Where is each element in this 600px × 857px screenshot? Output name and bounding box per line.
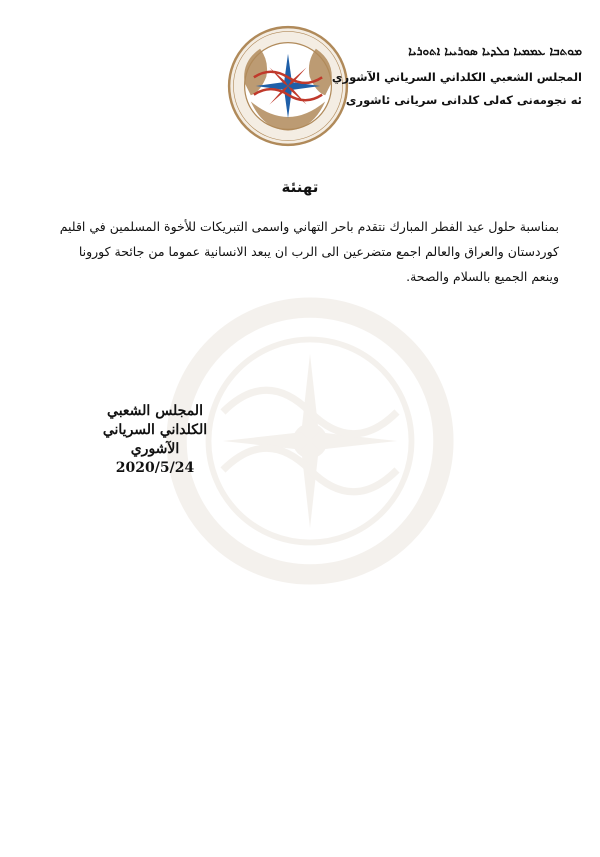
letter-title: تهنئة [281,178,319,196]
council-logo-icon [226,24,350,148]
letter-body [41,214,559,289]
header-syriac-name: ܡܘܬܒܐ ܥܡܡܝܐ ܟܠܕܝܐ ܣܘܪܝܝܐ ܐܬܘܪܝܐ [408,44,582,58]
header-names [331,44,582,107]
header-arabic-name: المجلس الشعبي الكلداني السرياني الآشوري [331,70,582,84]
signature-line-1: المجلس الشعبي [107,403,203,419]
signature-block [85,402,225,478]
signature-date: 2020/5/24 [115,460,195,476]
letter-line: بمناسبة حلول عيد الفطر المبارك نتقدم باحر التهاني واسمى التبريكات للأخوة المسلمين في اقليم [59,219,559,234]
signature-line-2: الكلداني السرياني الآشوري [102,422,208,457]
letter-line: وينعم الجميع بالسلام والصحة. [406,269,559,284]
header-kurdish-name: ئه نجومه‌نی که‌لی کلدانی سریانی ئاشوری [345,93,582,107]
letter-line: كوردستان والعراق والعالم اجمع متضرعين الى الرب ان يبعد الانسانية عموما من جائحة كورونا [78,244,559,259]
